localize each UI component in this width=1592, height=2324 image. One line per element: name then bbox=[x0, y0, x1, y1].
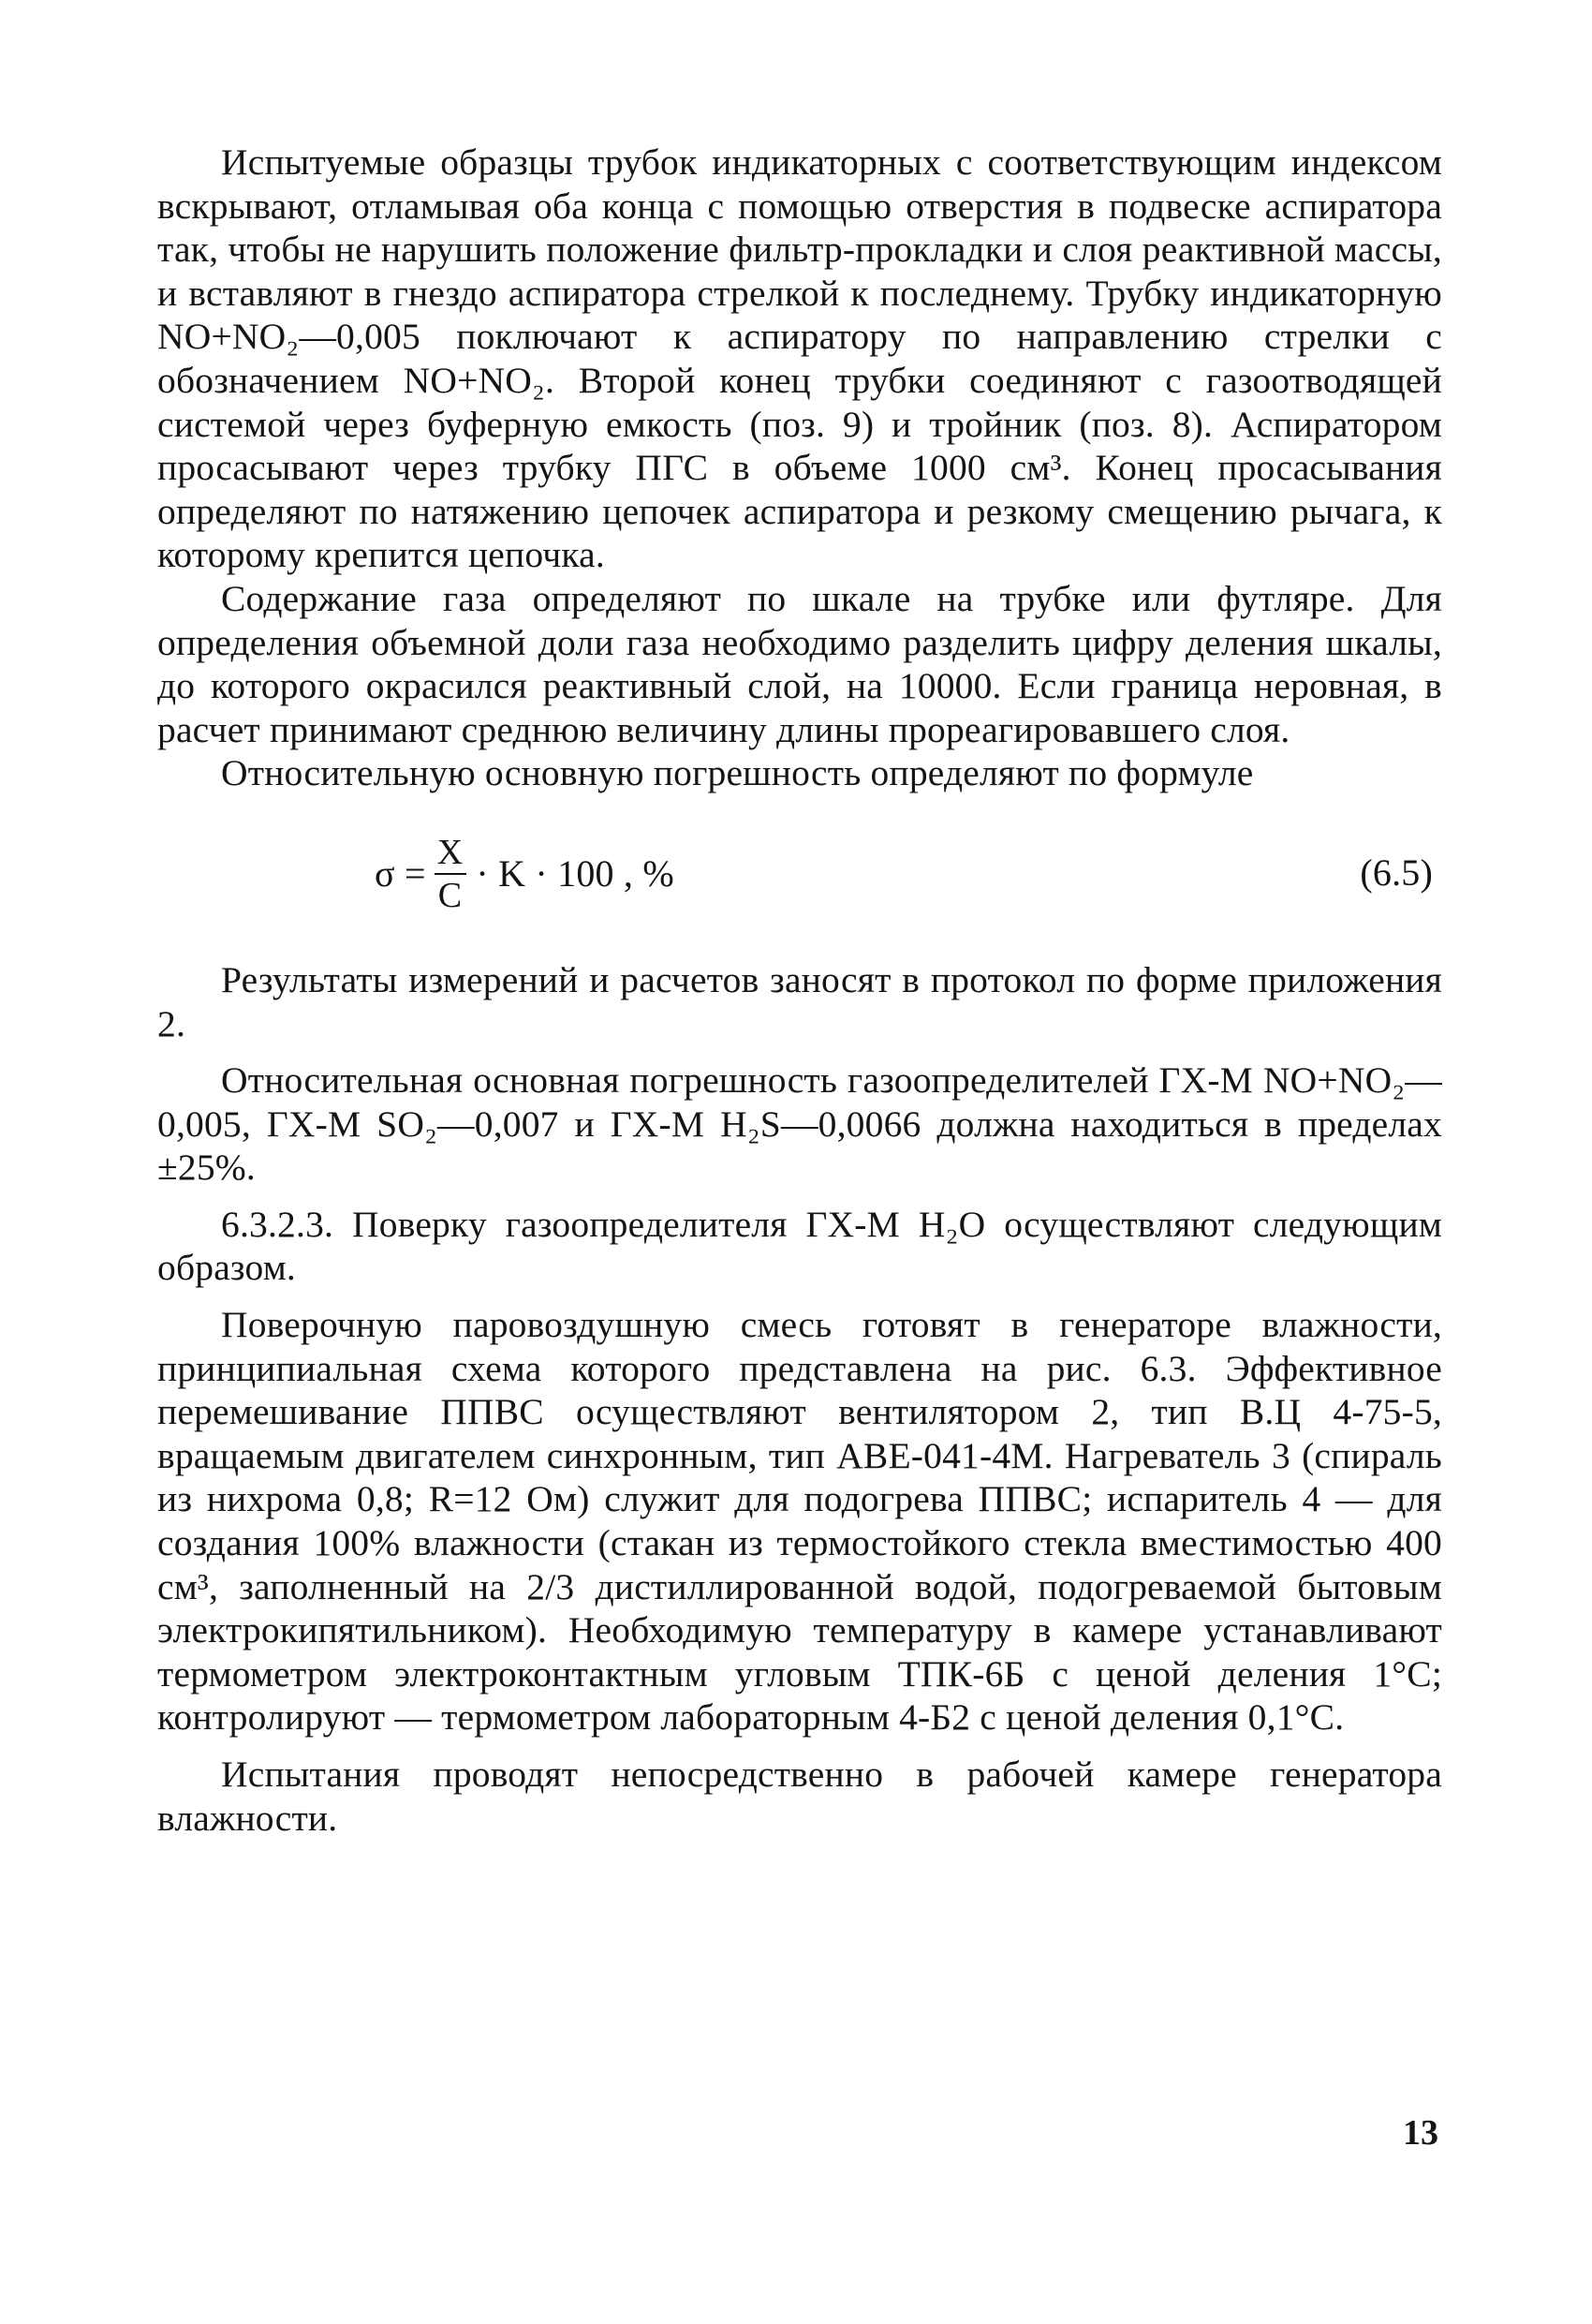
formula-numerator: X bbox=[436, 832, 464, 872]
document-page bbox=[157, 141, 1442, 1840]
paragraph-tests-location: Испытания проводят непосредственно в рабочей камере генератора влажности. bbox=[157, 1754, 1442, 1839]
paragraph-error-limits: Относительная основная погрешность газоопределителей ГХ-М NO+NO₂—0,005, ГХ-М SO₂—0,007 и ГХ-М H₂S—0,0066 должна находиться в пределах ±25%. bbox=[157, 1059, 1442, 1189]
paragraph-section-6-3-2-3: 6.3.2.3. Поверку газоопределителя ГХ-М H₂O осуществляют следующим образом. bbox=[157, 1203, 1442, 1289]
formula-rhs: · K · 100 , % bbox=[476, 851, 674, 895]
paragraph-gas-content: Содержание газа определяют по шкале на трубке или футляре. Для определения объемной доли газа необходимо разделить цифру деления шкалы, до которого окрасился реактивный слой, на 10000. Если граница неровная, в расчет принимают среднюю величину длины прореагировавшего слоя. bbox=[157, 577, 1442, 750]
paragraph-humidity-generator: Поверочную паровоздушную смесь готовят в генераторе влажности, принципиальная схема которого представлена на рис. 6.3. Эффективное перемешивание ППВС осуществляют вентилятором 2, тип В.Ц 4-75-5, вращаемым двигателем синхронным, тип АВЕ-041-4М. Нагреватель 3 (спираль из нихрома 0,8; R=12 Ом) служит для подогрева ППВС; испаритель 4 — для создания 100% влажности (стакан из термостойкого стекла вместимостью 400 см³, заполненный на 2/3 дистиллированной водой, подогреваемой бытовым электрокипятильником). Необходимую температуру в камере устанавливают термометром электроконтактным угловым ТПК-6Б с ценой деления 1°С; контролируют — термометром лабораторным 4-Б2 с ценой деления 0,1°С. bbox=[157, 1304, 1442, 1739]
paragraph-results-protocol: Результаты измерений и расчетов заносят в протокол по форме приложения 2. bbox=[157, 958, 1442, 1044]
formula-lhs: σ = bbox=[375, 851, 426, 895]
formula-denominator: C bbox=[437, 875, 463, 915]
formula-fraction bbox=[434, 834, 467, 914]
formula-block bbox=[157, 820, 1442, 930]
paragraph-sample-preparation: Испытуемые образцы трубок индикаторных с соответствующим индексом вскрывают, отламывая оба конца с помощью отверстия в подвеске аспиратора так, чтобы не нарушить положение фильтр-прокладки и слоя реактивной массы, и вставляют в гнездо аспиратора стрелкой к последнему. Трубку индикаторную NO+NO₂—0,005 поключают к аспиратору по направлению стрелки с обозначением NO+NO₂. Второй конец трубки соединяют с газоотводящей системой через буферную емкость (поз. 9) и тройник (поз. 8). Аспиратором просасывают через трубку ПГС в объеме 1000 см³. Конец просасывания определяют по натяжению цепочек аспиратора и резкому смещению рычага, к которому крепится цепочка. bbox=[157, 141, 1442, 576]
formula-6-5 bbox=[375, 827, 674, 921]
page-number: 13 bbox=[1403, 2113, 1438, 2153]
equation-number: (6.5) bbox=[1360, 851, 1433, 894]
paragraph-formula-intro: Относительную основную погрешность определяют по формуле bbox=[221, 752, 1254, 794]
